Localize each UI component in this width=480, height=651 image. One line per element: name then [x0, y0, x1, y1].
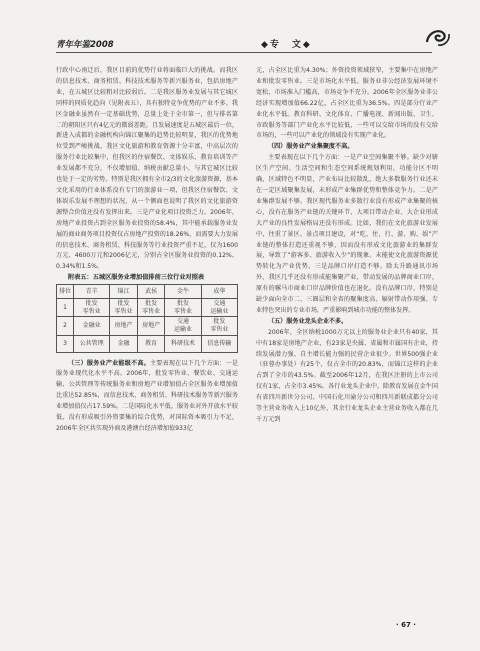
table-cell: 批发 零售业 — [201, 317, 237, 335]
table-cell: 金融业 — [74, 317, 110, 335]
table-cell: 批发 零售业 — [110, 299, 138, 317]
section-body-3: 主要表现在以下几个方面：一是服务业现代化水平不高。2006年，批发零售业、餐饮业、交通运输、公共管理等传统服务业和房地产业增加值占全区服务业增加值比重达52.85%，而信息技术、商务租赁、科研技术服务等新兴服务业增加值仅占17.59%。二是国际化水平低。服务业对外开放水平较低，没有形成吸引外资要集的综合优势，对国际资本吸引力不足，2006年全区共实现外商及港澳台经济增加值933亿 — [56, 359, 238, 432]
table-row — [57, 299, 238, 317]
table-header-cell: 武侯 — [137, 285, 165, 299]
table-header-row — [57, 285, 238, 299]
table-cell: 公共管理 — [74, 335, 110, 352]
table-cell: 3 — [57, 335, 74, 352]
table-row — [57, 317, 238, 335]
paragraph-clustering: 主要表现在以下几个方面：一是产业空间集聚不够。缺少对辖区生产空间、生活空间和生态空间系统规划利用，功能分区不明确，区域特色不明显，产业布局比较散乱，绝大多数服务行业还未在一定区域聚集发展，未形成产业集群优势和整体竞争力。二是产业集群发展不够。我区现代服务业多散行业没有形成产业集聚的核心，没有在服务产业链的关键环节、大项目带动企业、大企业形成大产业的良性发展格局还没有形成。比如，我们在文化旅游业发展中，往重了景区、景点项目建设，对“吃、住、行、游、购、娱”产业链的整体打造还重视不够，因而没有形成文化旅游业的集群发展，导致了“游客多、旅游收入少”的现象。未能使文化旅游资源优势转化为产业优势。三是品牌口岸打造不够。除太升路通讯市场外，我区几乎还没有形成能集聚产业、带动发展的品牌商业口岸，原有的骡马市商业口岸品牌价值也在退化。没有品牌口岸，特别是缺少面向全市二、三圈层和全省的聚集度高、辐射带动作用强、专业特色突出的专业市场，严重影响到城市功能的整体发挥。 — [256, 154, 438, 314]
left-column — [56, 66, 238, 435]
section-heading-3: （三）服务业产业能级不高。 — [68, 359, 150, 367]
table-header-cell: 排位 — [57, 285, 74, 299]
table-cell: 房地产 — [137, 317, 165, 335]
table-cell: 金融 — [110, 335, 138, 352]
paragraph-energy-level — [56, 359, 238, 435]
section-heading-4: （四）服务业产业集聚度不高。 — [268, 143, 354, 151]
section-title: ◆专 文◆ — [261, 40, 312, 50]
paragraph-leading-enterprises: 2006年，全区纳税1000万元以上的服务业企业只有40家，其中有18家是房地产企业，有23家是央属、省属和市属国有企业，持续发展潜力强、自主增长能力强的民营企业很少。世界500强企业（驻蓉办事处）有25个，仅占全市的20.83%，而锦江这样的企业占到了全市的43.5%。截至2006年12月，在我区注册的上市公司仅有1家，占全市3.45%。各行业龙头企业中，除教育发展在金牛国有省四川新世分公司、中国石化川渝分公司和四川新联成都分公司等主营业务收入上10亿外，其余行业龙头企业主营业务收入都在几千万元到 — [256, 328, 438, 423]
table-cell: 批发 零售业 — [137, 299, 165, 317]
yearbook-title: 青年年鉴2008 — [56, 40, 114, 50]
table-cell: 交通 运输业 — [165, 317, 201, 335]
right-column — [256, 66, 438, 426]
table-cell: 2 — [57, 317, 74, 335]
section-heading-5: （五）服务业龙头企业不多。 — [268, 317, 348, 325]
page-header — [56, 36, 432, 53]
paragraph-industry-challenges: 行政中心南迁后，我区目前的优势行业将面临巨大的挑战。而我区的信息技术、商务租赁、科技技术服务等新兴服务业，包括房地产业，在五城区比较粗对比较弱后。二是我区服务业发展与其它城区同样的同质化趋向（见附表五），具有独特竞争优势的产业不多。我区金融业虽然有一定基础优势，总量上处于全市第一，但与排名第二的朝阳区只有4亿元的微弱差距，且发展速度是五城区最后一位，新进入成都的金融机构向锦江聚集的趋势比较明显，我区的优势地位受到严峻挑战。我区文化旅游和教育资源十分丰富，中高层次的服务行业比较集中，但我区的住宿餐饮、文体娱乐、教育培训等产业发展都不充分，不仅增加值、纳税贡献总量小，与其它城区比较也处于一定的劣势。特别是我区拥有全市2/3的文化旅游资源，基本文化采用的行业体系没有专门的旅游业一项，但我区住宿餐饮、文体娱乐发展不理想的状况，从一个侧面也说明了我区的文化旅游资源整合价值还没有发挥出来。三是产业化项目投资乏力。2006年，房地产业投资占到全区服务业投资的58.4%，其中能承载服务业发展的商业商务项目投资仅占房地产投资的18.26%，而需要大力发展的信息技术、商务租赁、科技服务等行业投资严重不足，仅为1600万元、4600万元和2006亿元，分别占全区服务业投资的0.12%、0.34%和1.5%。 — [56, 67, 238, 271]
district-ranking-table — [56, 284, 238, 352]
table-cell: 信息传输 — [201, 335, 237, 352]
table-cell: 批发 零售业 — [165, 299, 201, 317]
table-cell: 1 — [57, 299, 74, 317]
paragraph-market-level: 元，占全区比重为4.30%；外资投资领域狭窄，主要集中在房地产业和批发零售业。三是市场化水平低。服务业非公经济发展环境不宽松，市场准入门槛高，市场竞争不充分。2006年全区服务业非公经济实现增加值66.22亿，占全区比重为36.5%。四是部分行业产业化水平低。教育科研、文化体育、广播电视、新闻出版、卫生、市政服务等部门产业化水平比较低，一些可以交给市场的没有交给市场的，一些可以产业化的领域没有实现产业化。 — [256, 67, 438, 140]
page-number: · 67 · — [396, 621, 416, 629]
swirl-logo-icon — [424, 26, 452, 48]
table-cell: 科研技术 — [165, 335, 201, 352]
table-header-cell: 锦江 — [110, 285, 138, 299]
table-header-cell: 成华 — [201, 285, 237, 299]
table-header-cell: 青羊 — [74, 285, 110, 299]
table-cell: 教育 — [137, 335, 165, 352]
table-cell: 交通 运输业 — [201, 299, 237, 317]
table-caption: 附表五：五城区服务业增加值排前三位行业对照表 — [68, 274, 205, 282]
table-row — [57, 335, 238, 352]
table-header-cell: 金牛 — [165, 285, 201, 299]
table-cell: 批发 零售业 — [74, 299, 110, 317]
table-cell: 房地产 — [110, 317, 138, 335]
